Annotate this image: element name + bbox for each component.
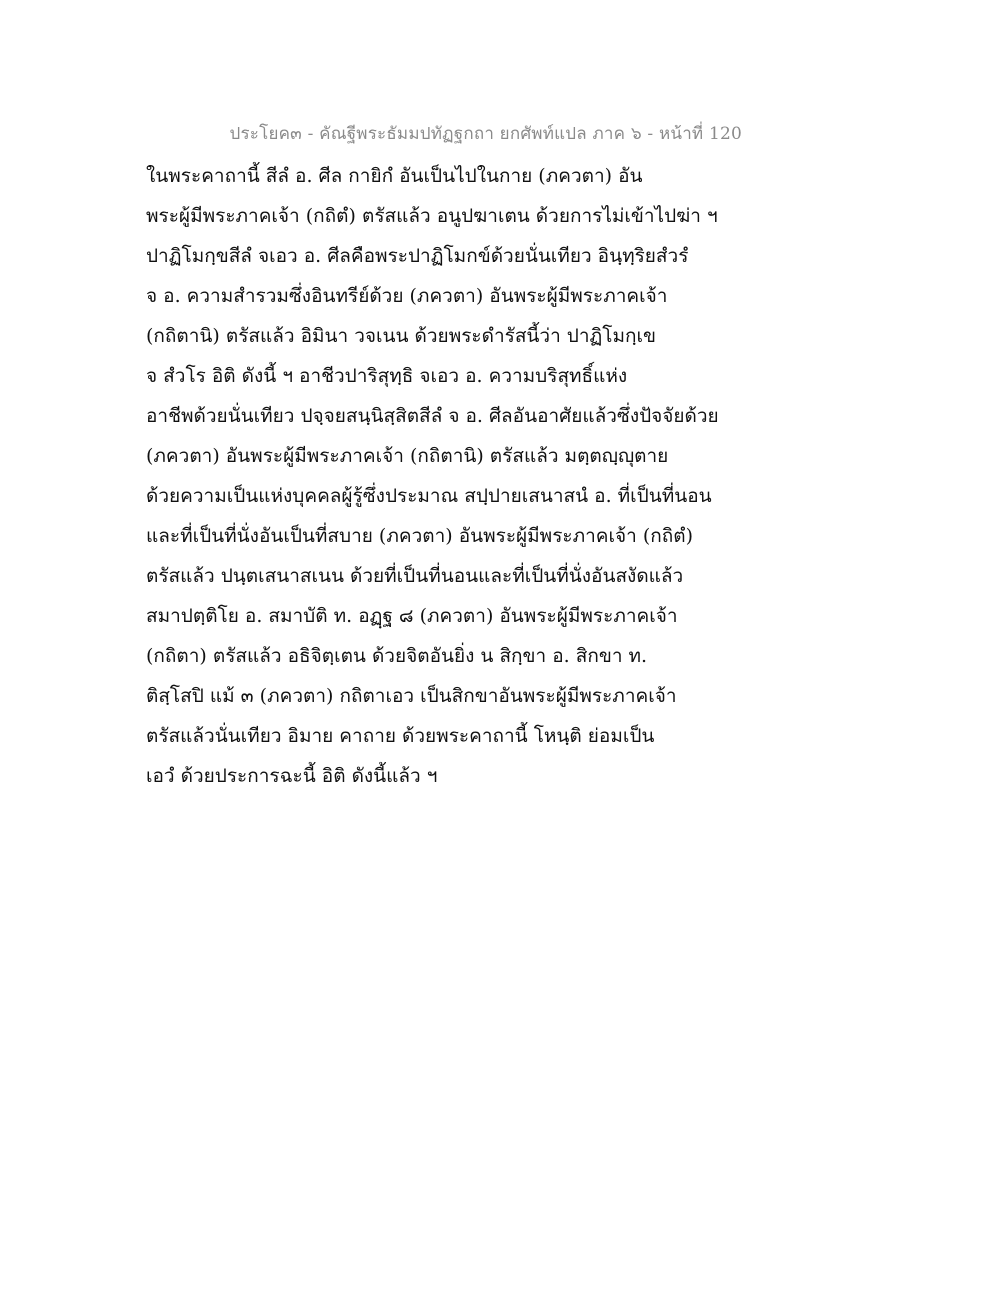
text-line: พระผู้มีพระภาคเจ้า (กถิตํ) ตรัสแล้ว อนูปฆาเตน ด้วยการไม่เข้าไปฆ่า ฯ: [146, 205, 718, 227]
text-line: (กถิตา) ตรัสแล้ว อธิจิตฺเตน ด้วยจิตอันยิ่ง น สิกฺขา อ. สิกขา ท.: [146, 645, 648, 667]
text-line: และที่เป็นที่นั่งอันเป็นที่สบาย (ภควตา) อันพระผู้มีพระภาคเจ้า (กถิตํ): [146, 525, 694, 547]
text-line: ตรัสแล้ว ปนฺตเสนาสเนน ด้วยที่เป็นที่นอนและที่เป็นที่นั่งอันสงัดแล้ว: [146, 565, 684, 587]
text-line: ในพระคาถานี้ สีลํ อ. ศีล กายิกํ อันเป็นไปในกาย (ภควตา) อัน: [146, 165, 643, 187]
text-line: ตรัสแล้วนั่นเทียว อิมาย คาถาย ด้วยพระคาถานี้ โหนฺติ ย่อมเป็น: [146, 725, 655, 747]
text-line: สมาปตฺติโย อ. สมาบัติ ท. อฏฺฐ ๘ (ภควตา) อันพระผู้มีพระภาคเจ้า: [146, 605, 678, 627]
running-header: ประโยค๓ - คัณฐีพระธัมมปทัฏฐกถา ยกศัพท์แปล ภาค ๖ - หน้าที่ 120: [229, 124, 742, 144]
text-line: ด้วยความเป็นแห่งบุคคลผู้รู้ซึ่งประมาณ สปฺปายเสนาสนํ อ. ที่เป็นที่นอน: [146, 485, 712, 507]
text-line: ติสฺโสปิ แม้ ๓ (ภควตา) กถิตาเอว เป็นสิกขาอันพระผู้มีพระภาคเจ้า: [146, 685, 677, 707]
text-line: เอวํ ด้วยประการฉะนี้ อิติ ดังนี้แล้ว ฯ: [146, 765, 438, 787]
text-line: อาชีพด้วยนั่นเทียว ปจฺจยสนฺนิสฺสิตสีลํ จ อ. ศีลอันอาศัยแล้วซึ่งปัจจัยด้วย: [146, 405, 719, 427]
text-line: ปาฏิโมกฺขสีลํ จเอว อ. ศีลคือพระปาฏิโมกข์ด้วยนั่นเทียว อินฺทฺริยสํวรํ: [146, 245, 689, 267]
body-text: [146, 156, 766, 796]
text-line: (ภควตา) อันพระผู้มีพระภาคเจ้า (กถิตานิ) ตรัสแล้ว มตฺตญฺญุตาย: [146, 445, 669, 467]
text-line: (กถิตานิ) ตรัสแล้ว อิมินา วจเนน ด้วยพระดำรัสนี้ว่า ปาฏิโมกฺเข: [146, 325, 657, 347]
text-line: จ อ. ความสำรวมซึ่งอินทรีย์ด้วย (ภควตา) อันพระผู้มีพระภาคเจ้า: [146, 285, 668, 307]
text-line: จ สํวโร อิติ ดังนี้ ฯ อาชีวปาริสุทฺธิ จเอว อ. ความบริสุทธิ์แห่ง: [146, 365, 628, 387]
